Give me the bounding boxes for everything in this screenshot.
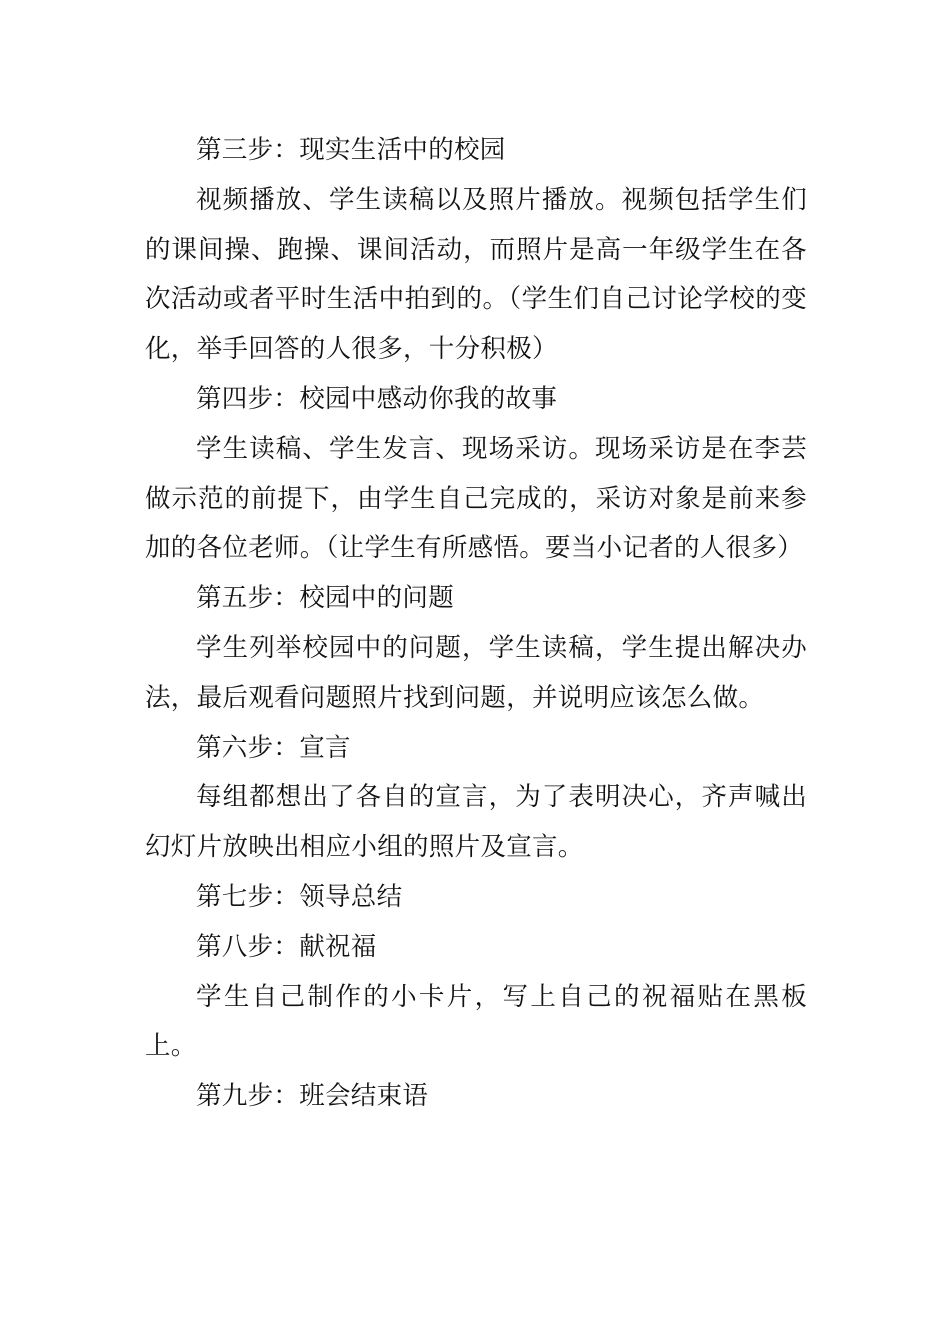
step-6-body: 每组都想出了各自的宣言，为了表明决心，齐声喊出幻灯片放映出相应小组的照片及宣言。	[145, 782, 807, 863]
step-3-body: 视频播放、学生读稿以及照片播放。视频包括学生们的课间操、跑操、课间活动，而照片是高一年级学生在各次活动或者平时生活中拍到的。（学生们自己讨论学校的变化，举手回答的人很多，十分积极）	[145, 184, 807, 365]
step-7-heading: 第七步：领导总结	[196, 881, 403, 912]
step-4-heading: 第四步：校园中感动你我的故事	[196, 383, 558, 414]
step-5-heading: 第五步：校园中的问题	[196, 583, 455, 614]
step-6-heading: 第六步：宣言	[196, 732, 351, 763]
step-9-heading: 第九步：班会结束语	[196, 1081, 429, 1112]
step-4-body: 学生读稿、学生发言、现场采访。现场采访是在李芸做示范的前提下，由学生自己完成的，采访对象是前来参加的各位老师。（让学生有所感悟。要当小记者的人很多）	[145, 433, 807, 564]
step-8-heading: 第八步：献祝福	[196, 931, 377, 962]
document-body	[145, 126, 807, 1122]
step-3-heading: 第三步：现实生活中的校园	[196, 135, 506, 165]
step-5-body: 学生列举校园中的问题，学生读稿，学生提出解决办法，最后观看问题照片找到问题，并说明应该怎么做。	[145, 632, 807, 713]
step-8-body: 学生自己制作的小卡片，写上自己的祝福贴在黑板上。	[145, 981, 807, 1062]
